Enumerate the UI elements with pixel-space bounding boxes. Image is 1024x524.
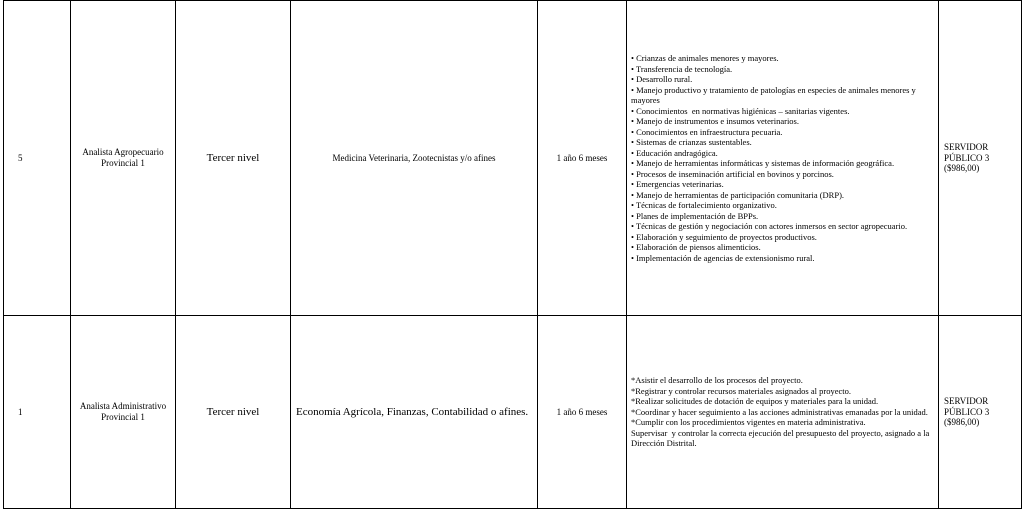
group-salary: ($986,00) [944, 163, 980, 174]
group-level: PÚBLICO 3 [944, 406, 990, 417]
competency-item: • Elaboración de piensos alimenticios. [631, 242, 761, 252]
degree-field: Economía Agrícola, Finanzas, Contabilidad o afines. [291, 316, 538, 509]
competency-item: • Crianzas de animales menores y mayores. [631, 53, 779, 63]
experience: 1 año 6 meses [538, 316, 627, 509]
competency-item: • Procesos de inseminación artificial en bovinos y porcinos. [631, 168, 834, 179]
group-title: SERVIDOR [944, 396, 989, 407]
competencies-list [627, 1, 939, 316]
competency-item: • Planes de implementación de BPPs. [631, 210, 759, 221]
competency-item: • Conocimientos en normativas higiénicas – sanitarias vigentes. [631, 105, 850, 116]
occupational-group [939, 316, 1022, 509]
competency-item: • Conocimientos en infraestructura pecuaria. [631, 126, 783, 137]
education-level: Tercer nivel [176, 316, 291, 509]
competency-item: *Asistir el desarrollo de los procesos del proyecto. [631, 375, 803, 386]
competencies-list [627, 316, 939, 509]
competency-item: *Coordinar y hacer seguimiento a las acciones administrativas emanadas por la unidad. [631, 406, 928, 417]
education-level: Tercer nivel [176, 1, 291, 316]
competency-item: • Transferencia de tecnología. [631, 63, 733, 74]
table-row [4, 1, 1022, 316]
competency-item: • Educación andragógica. [631, 147, 718, 158]
competency-item: • Desarrollo rural. [631, 74, 693, 84]
row-number: 1 [4, 316, 71, 509]
position-name: Analista Administrativo Provincial 1 [71, 316, 176, 509]
position-name: Analista Agropecuario Provincial 1 [71, 1, 176, 316]
group-title: SERVIDOR [944, 142, 989, 153]
competency-item: • Manejo de instrumentos e insumos veterinarios. [631, 116, 799, 126]
competency-item: • Emergencias veterinarias. [631, 179, 724, 189]
experience: 1 año 6 meses [538, 1, 627, 316]
competency-item: • Técnicas de fortalecimiento organizativo. [631, 200, 777, 210]
degree-field: Medicina Veterinaria, Zootecnistas y/o afines [291, 1, 538, 316]
positions-table [3, 0, 1022, 509]
competency-item: • Manejo productivo y tratamiento de patologías en especies de animales menores y mayores [631, 84, 918, 105]
row-number: 5 [4, 1, 71, 316]
competency-item: • Sistemas de crianzas sustentables. [631, 137, 752, 147]
group-salary: ($986,00) [944, 417, 980, 428]
competency-item: Supervisar y controlar la correcta ejecución del presupuesto del proyecto, asignado a la Dirección Distrital. [631, 427, 932, 449]
group-level: PÚBLICO 3 [944, 152, 990, 163]
occupational-group [939, 1, 1022, 316]
competency-item: • Manejo de herramientas informáticas y sistemas de información geográfica. [631, 158, 895, 168]
competency-item: • Elaboración y seguimiento de proyectos productivos. [631, 231, 817, 242]
competency-item: • Manejo de herramientas de participación comunitaria (DRP). [631, 189, 845, 200]
table-row [4, 316, 1022, 509]
competency-item: • Técnicas de gestión y negociación con actores inmersos en sector agropecuario. [631, 221, 908, 231]
competency-item: *Registrar y controlar recursos materiales asignados al proyecto. [631, 385, 851, 396]
competency-item: • Implementación de agencias de extensionismo rural. [631, 252, 815, 263]
competency-item: *Cumplir con los procedimientos vigentes en materia administrativa. [631, 417, 866, 428]
competency-item: *Realizar solicitudes de dotación de equipos y materiales para la unidad. [631, 396, 879, 407]
